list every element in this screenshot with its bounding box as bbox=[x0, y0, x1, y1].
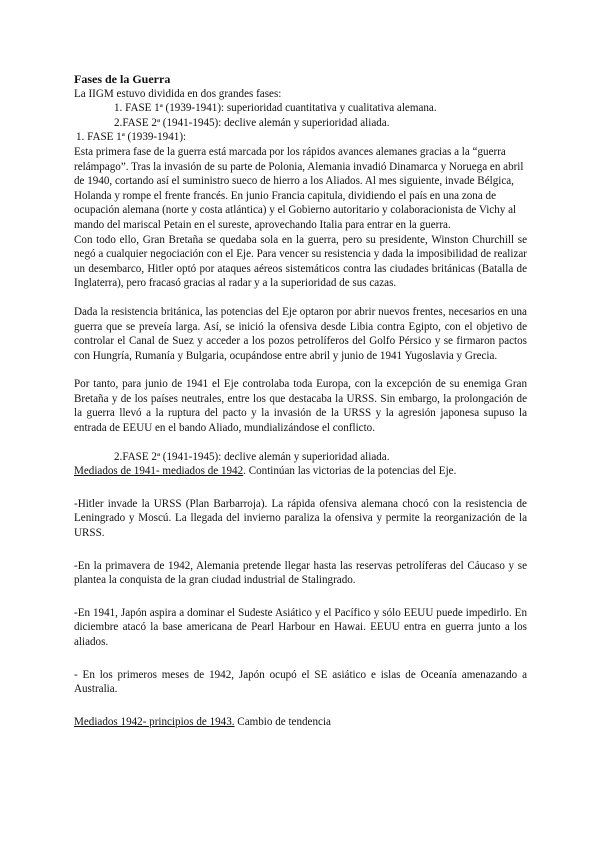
subsection-2-heading bbox=[74, 715, 527, 730]
intro-line: La IIGM estuvo dividida en dos grandes fases: bbox=[74, 87, 282, 100]
bullet-3: -En 1941, Japón aspira a dominar el Sudeste Asiático y el Pacífico y sólo EEUU puede impedirlo. En diciembre atacó la base americana de Pearl Harbour en Hawai. EEUU entra en guerra junto a los aliados. bbox=[74, 606, 527, 648]
paragraph-1: Esta primera fase de la guerra está marcada por los rápidos avances alemanes gracias a la “guerra relámpago”. Tras la invasión de su parte de Polonia, Alemania invadió Dinamarca y Noruega en abril de 1940, cortando así el suministro sueco de hierro a los Aliados. Al mes siguiente, invade Bélgica, Holanda y rompe el frente francés. En junio Francia capitula, dividiendo el país en una zona de ocupación alemana (norte y costa atlántica) y el Gobierno autoritario y colaboracionista de Vichy al mando del mariscal Petain en el sureste, aprovechando Italia para entrar en la guerra. bbox=[74, 145, 524, 231]
subsection-1-text: . Continúan las victorias de la potencias del Eje. bbox=[243, 465, 457, 478]
bullet-4: - En los primeros meses de 1942, Japón ocupó el SE asiático e islas de Oceanía amenazando a Australia. bbox=[74, 668, 527, 696]
bullet-1: -Hitler invade la URSS (Plan Barbarroja). La rápida ofensiva alemana chocó con la resistencia de Leningrado y Moscú. La llegada del invierno paraliza la ofensiva y permite la reorganización de la URSS. bbox=[74, 497, 527, 540]
paragraph-4: Por tanto, para junio de 1941 el Eje controlaba toda Europa, con la excepción de su enemiga Gran Bretaña y de los países neutrales, entre los que destacaba la URSS. Sin embargo, la prolongación de la guerra llevó a la ruptura del pacto y la invasión de la URSS y la agresión japonesa supuso la entrada de EEUU en el bando Aliado, mundializándose el conflicto. bbox=[74, 378, 527, 435]
paragraph-3: Dada la resistencia británica, las potencias del Eje optaron por abrir nuevos frentes, necesarios en una guerra que se preveía larga. Así, se inició la ofensiva desde Libia contra Egipto, con el objetivo de controlar el Canal de Suez y acceder a los pozos petrolíferos del Golfo Pérsico y se firmaron pactos con Hungría, Rumanía y Bulgaria, ocupándose entre abril y junio de 1941 Yugoslavia y Grecia. bbox=[74, 305, 527, 362]
subsection-2-period: Mediados 1942- principios de 1943. bbox=[74, 715, 235, 728]
phase2-list-item: 2.FASE 2ª (1941-1945): declive alemán y superioridad aliada. bbox=[114, 116, 390, 129]
bullet-2: -En la primavera de 1942, Alemania pretende llegar hasta las reservas petrolíferas del Cáucaso y se plantea la conquista de la gran ciudad industrial de Stalingrado. bbox=[74, 559, 527, 587]
subsection-2-text: Cambio de tendencia bbox=[234, 715, 331, 728]
subsection-1-heading bbox=[74, 464, 527, 479]
phase1-list-item: 1. FASE 1ª (1939-1941): superioridad cuantitativa y cualitativa alemana. bbox=[114, 102, 437, 115]
document-page bbox=[74, 72, 527, 729]
phase1-heading: 1. FASE 1ª (1939-1941): bbox=[76, 131, 187, 144]
subsection-1-period: Mediados de 1941- mediados de 1942 bbox=[74, 465, 244, 478]
phase2-heading: 2.FASE 2ª (1941-1945): declive alemán y superioridad aliada. bbox=[114, 450, 390, 463]
document-title: Fases de la Guerra bbox=[74, 72, 171, 86]
paragraph-2: Con todo ello, Gran Bretaña se quedaba sola en la guerra, pero su presidente, Winston Churchill se negó a cualquier negociación con el Eje. Para vencer su resistencia y dada la imposibilidad de realizar un desembarco, Hitler optó por ataques aéreos sistemáticos contra las ciudades británicas (Batalla de Inglaterra), pero fracasó gracias al radar y a la superioridad de sus cazas. bbox=[74, 233, 527, 290]
